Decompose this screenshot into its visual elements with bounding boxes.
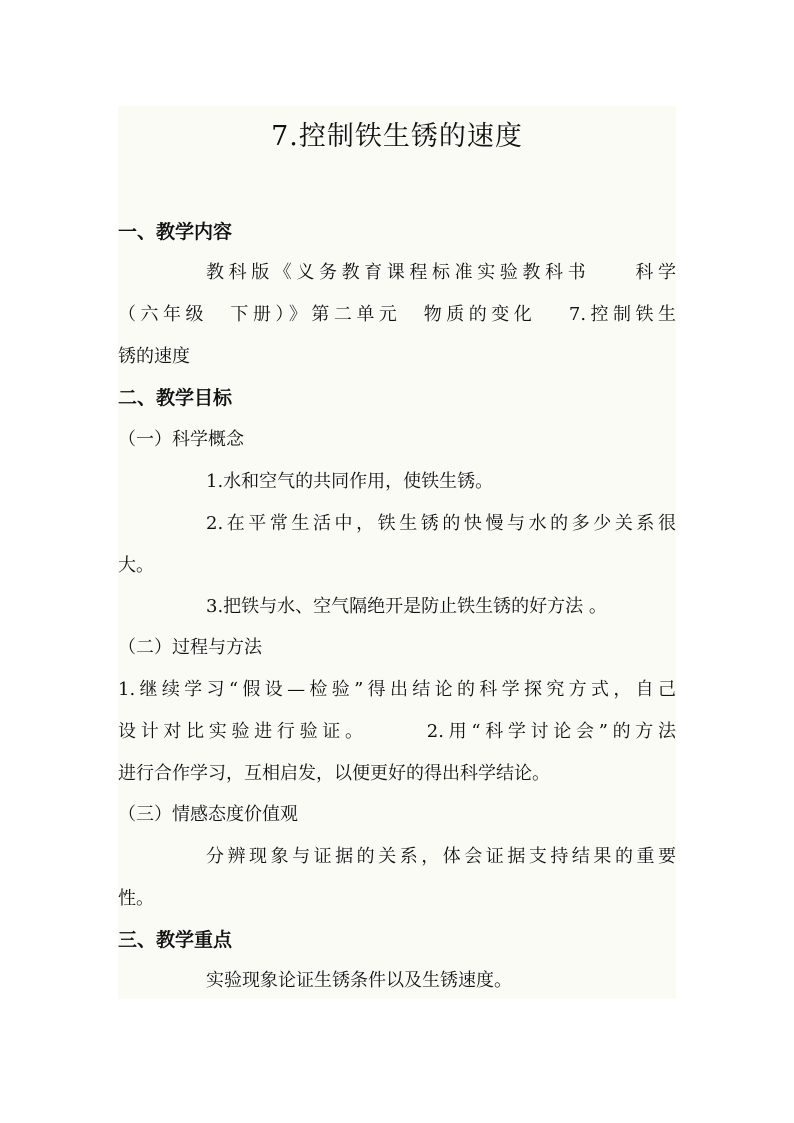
section-heading-teaching-content: 一、教学内容: [118, 221, 233, 243]
process-line-1: 1.继续学习“假设—检验”得出结论的科学探究方式，自己: [118, 679, 676, 700]
document-page: [118, 106, 676, 999]
focus-line-1: 实验现象论证生锈条件以及生锈速度。: [206, 970, 512, 991]
process-line-3: 进行合作学习，互相启发，以便更好的得出科学结论。: [118, 763, 550, 784]
attitude-line-2: 性。: [118, 888, 154, 909]
attitude-line-1: 分辨现象与证据的关系，体会证据支持结果的重要: [206, 846, 676, 867]
document-title: 7.控制铁生锈的速度: [271, 121, 523, 152]
process-line-2: 设计对比实验进行验证。 2.用“科学讨论会”的方法: [118, 721, 676, 742]
section-heading-teaching-focus: 三、教学重点: [118, 929, 233, 951]
content-line-1: 教科版《义务教育课程标准实验教科书 科学: [206, 262, 676, 283]
concept-item-2-line-2: 大。: [118, 555, 154, 576]
subheading-process-methods: （二）过程与方法: [118, 637, 262, 658]
concept-item-3: 3.把铁与水、空气隔绝开是防止铁生锈的好方法 。: [206, 596, 607, 617]
content-line-3: 锈的速度: [118, 346, 190, 367]
concept-item-2-line-1: 2.在平常生活中，铁生锈的快慢与水的多少关系很: [206, 513, 676, 534]
subheading-science-concepts: （一）科学概念: [118, 429, 244, 450]
content-line-2: （六年级 下册）》第二单元 物质的变化 7.控制铁生: [118, 304, 676, 325]
section-heading-teaching-goals: 二、教学目标: [118, 387, 233, 409]
subheading-attitudes-values: （三）情感态度价值观: [118, 804, 298, 825]
concept-item-1: 1.水和空气的共同作用，使铁生锈。: [206, 471, 494, 492]
